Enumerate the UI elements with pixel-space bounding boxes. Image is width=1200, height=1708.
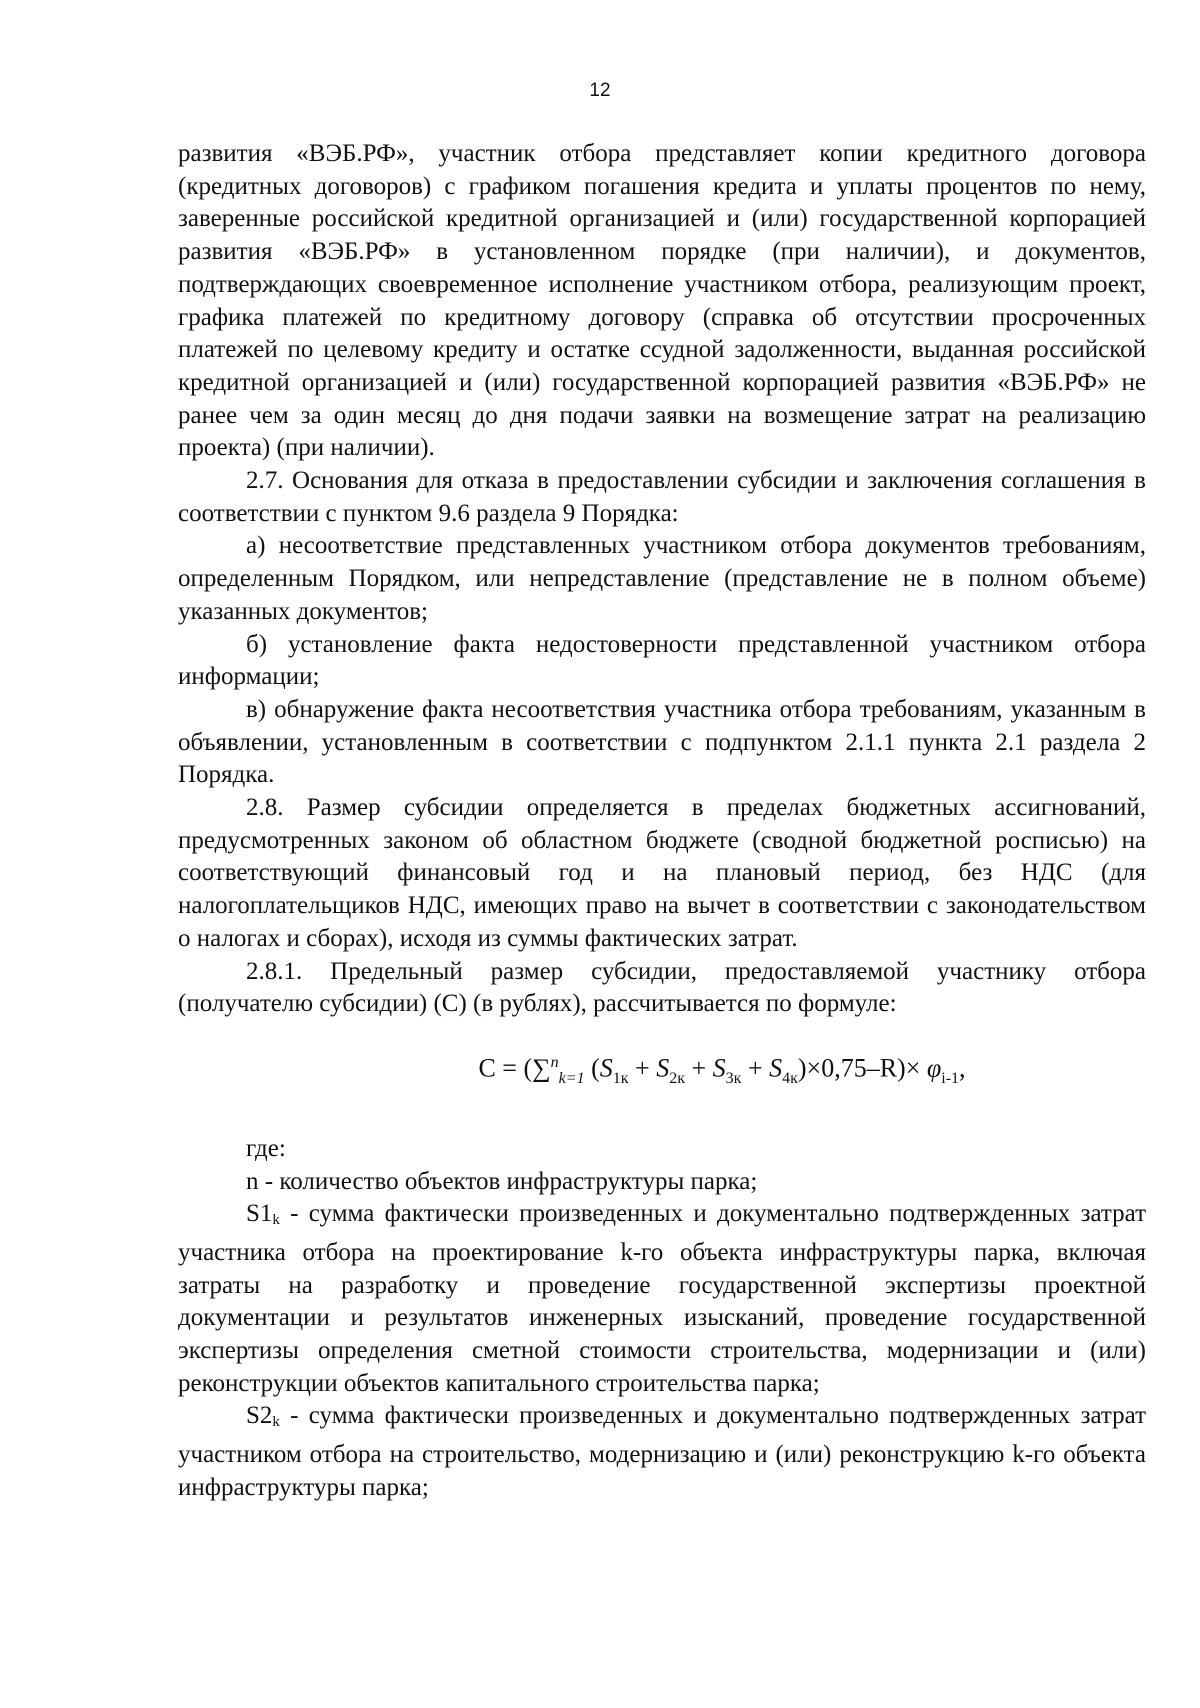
list-item-a: а) несоответствие представленных участником отбора документов требованиям, определенным Порядком, или непредставление (представление не в полном объеме) указанных документов;: [178, 532, 1146, 625]
list-item-v: в) обнаружение факта несоответствия участника отбора требованиям, указанным в объявлении, установленным в соответствии с подпунктом 2.1.1 пункта 2.1 раздела 2 Порядка.: [178, 695, 1146, 789]
sum-lower-limit: k=1: [558, 1069, 585, 1087]
paragraph-2-8: 2.8. Размер субсидии определяется в пределах бюджетных ассигнований, предусмотренных законом об областном бюджете (сводной бюджетной росписью) на соответствующий финансовый год и на плановый период, без НДС (для налогоплательщиков НДС, имеющих право на вычет в соответствии с законодательством о налогах и сборах), исходя из суммы фактических затрат.: [178, 794, 1146, 952]
formula-s3: S: [712, 1053, 726, 1083]
formula-s4-sub: 4к: [782, 1069, 798, 1087]
formula-s1: S: [599, 1053, 613, 1083]
subsidy-formula: [178, 1043, 1146, 1099]
definition-n: n - количество объектов инфраструктуры парка;: [246, 1167, 758, 1195]
formula-open-paren: (: [584, 1053, 600, 1083]
paragraph-veb-credit-documents: развития «ВЭБ.РФ», участник отбора представляет копии кредитного договора (кредитных договоров) с графиком погашения кредита и уплаты процентов по нему, заверенные российской кредитной организацией и (или) государственной корпорацией развития «ВЭБ.РФ» в установленном порядке (при наличии), и документов, подтверждающих своевременное исполнение участником отбора, реализующим проект, графика платежей по кредитному договору (справка об отсутствии просроченных платежей по целевому кредиту и остатке ссудной задолженности, выданная российской кредитной организацией и (или) государственной корпорацией развития «ВЭБ.РФ» не ранее чем за один месяц до дня подачи заявки на возмещение затрат на реализацию проекта) (при наличии).: [178, 140, 1146, 462]
formula-s4: S: [769, 1053, 783, 1083]
paragraph-2-8-1: 2.8.1. Предельный размер субсидии, предоставляемой участнику отбора (получателю субсидии) (С) (в рублях), рассчитывается по формуле:: [178, 957, 1146, 1018]
definition-s2: [178, 1400, 1146, 1504]
formula-s3-sub: 3к: [725, 1069, 742, 1087]
formula-lhs: C = (: [478, 1053, 533, 1083]
sum-symbol: ∑: [532, 1053, 551, 1083]
sum-upper-limit: n: [550, 1053, 559, 1071]
page-number: 12: [589, 80, 611, 101]
formula-phi-sub: i-1: [941, 1069, 960, 1087]
term-s2: S2: [246, 1402, 273, 1430]
formula-tail: )×0,75–R)×: [797, 1053, 927, 1083]
term-s1-k: k: [272, 1212, 280, 1229]
paragraph-2-7: 2.7. Основания для отказа в предоставлении субсидии и заключения соглашения в соответствии с пунктом 9.6 раздела 9 Порядка:: [178, 467, 1146, 527]
formula-s2: S: [656, 1053, 670, 1083]
term-s1: S1: [246, 1200, 273, 1228]
formula-plus-3: +: [741, 1053, 770, 1083]
term-s2-k: k: [272, 1414, 280, 1431]
formula-end: ,: [959, 1053, 966, 1083]
list-item-b: б) установление факта недостоверности представленной участником отбора информации;: [178, 630, 1146, 691]
formula-s2-sub: 2к: [669, 1069, 685, 1087]
definition-s2-text: - сумма фактически произведенных и документально подтвержденных затрат участником отбора на строительство, модернизацию и (или) реконструкцию k-го объекта инфраструктуры парка;: [178, 1402, 1146, 1501]
formula-s1-sub: 1к: [612, 1069, 629, 1087]
formula-plus-1: +: [628, 1053, 657, 1083]
document-body: [178, 138, 1146, 1505]
formula-phi: φ: [926, 1053, 942, 1083]
where-label: где:: [246, 1134, 286, 1162]
definition-s1-text: - сумма фактически произведенных и документально подтвержденных затрат участника отбора на проектирование k-го объекта инфраструктуры парка, включая затраты на разработку и проведение государственной экспертизы проектной документации и результатов инженерных изысканий, проведение государственной экспертизы определения сметной стоимости строительства, модернизации и (или) реконструкции объектов капитального строительства парка;: [178, 1200, 1146, 1397]
formula-plus-2: +: [684, 1053, 713, 1083]
definition-s1: [178, 1198, 1146, 1400]
